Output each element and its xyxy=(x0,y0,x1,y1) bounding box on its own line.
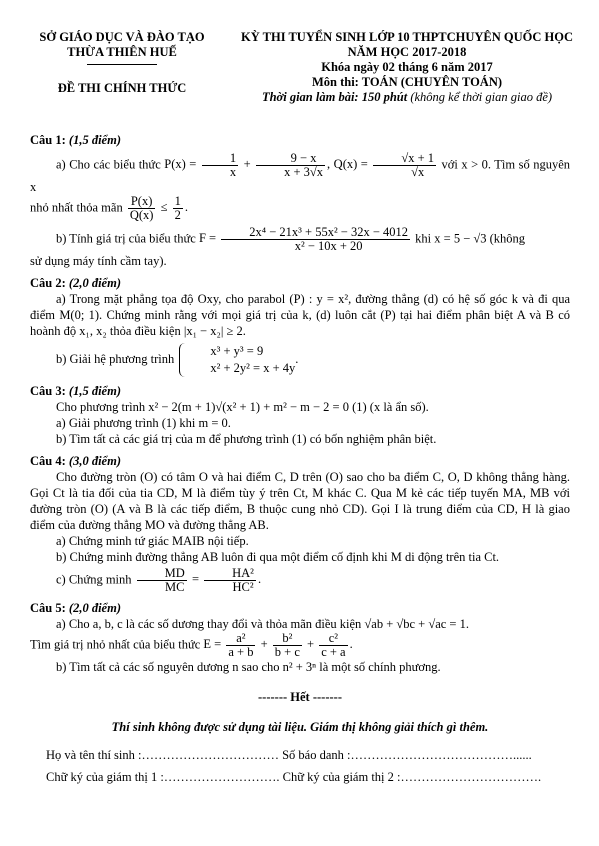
question-4-title: Câu 4: (3,0 điểm) xyxy=(30,454,121,468)
question-3-intro: Cho phương trình x² − 2(m + 1)√(x² + 1) + m² − m − 2 = 0 (1) (x là ẩn số). xyxy=(56,400,429,414)
exam-duration: Thời gian làm bài: 150 phút (không kể thời gian giao đề) xyxy=(261,90,553,104)
question-2b: b) Giải hệ phương trình x³ + y³ = 9 x² + 2y² = x + 4y . xyxy=(56,344,299,375)
question-2a: a) Trong mặt phẳng tọa độ Oxy, cho parabol (P) : y = x², đường thẳng (d) có hệ số góc k và đi qua điểm M(0; 1). Chứng minh rằng với mọi giá trị của k, (d) luôn cắt (P) tại hai điểm phân biệt A và B có hoành độ x₁, x₂ thỏa điều kiện |x₁ − x₂| ≥ 2. xyxy=(30,292,570,338)
question-3a: a) Giải phương trình (1) khi m = 0. xyxy=(56,416,231,430)
department-name: SỞ GIÁO DỤC VÀ ĐÀO TẠO xyxy=(39,30,205,44)
question-5b: b) Tìm tất cả các số nguyên dương n sao cho n² + 3ⁿ là một số chính phương. xyxy=(56,660,441,674)
question-3-title: Câu 3: (1,5 điểm) xyxy=(30,384,121,398)
candidate-info-line: Họ và tên thí sinh :…………………………… Số báo danh :…………………………………...... xyxy=(46,748,532,762)
question-1b: b) Tính giá trị của biểu thức F = $\frac{\text{2x⁴ − 21x³ + 55x² − 32x − 4012}}{\text{x² − 10x + 20}}$ khi x = 5 − √3 (không xyxy=(56,225,526,253)
question-5-title: Câu 5: (2,0 điểm) xyxy=(30,601,121,615)
exam-date: Khóa ngày 02 tháng 6 năm 2017 xyxy=(321,60,493,74)
exam-subject: Môn thi: TOÁN (CHUYÊN TOÁN) xyxy=(311,75,503,89)
header-right xyxy=(232,30,582,105)
question-1b-cont: sử dụng máy tính cầm tay). xyxy=(30,254,167,268)
question-2-title: Câu 2: (2,0 điểm) xyxy=(30,276,121,290)
header-divider xyxy=(87,64,157,65)
official-label: ĐỀ THI CHÍNH THỨC xyxy=(57,81,187,95)
question-1a-cont: nhỏ nhất thỏa mãn $\frac{P(x)}{Q(x)}$ ≤ $\frac{1}{2}$ . xyxy=(30,194,188,222)
header-left xyxy=(22,30,222,96)
question-4b: b) Chứng minh đường thẳng AB luôn đi qua một điểm cố định khi M di động trên tia Ct. xyxy=(56,550,500,564)
exam-title: KỲ THI TUYỂN SINH LỚP 10 THPTCHUYÊN QUỐC HỌC xyxy=(240,30,573,44)
school-year: NĂM HỌC 2017-2018 xyxy=(347,45,467,59)
question-5a: a) Cho a, b, c là các số dương thay đổi và thỏa mãn điều kiện √ab + √bc + √ac = 1. xyxy=(56,617,469,631)
question-5a-cont: Tìm giá trị nhỏ nhất của biểu thức E = $\frac{\text{a²}}{a + b}$ + $\frac{\text{b²}}{b + c}$ + $\frac{\text{c²}}{c + a}$ . xyxy=(30,631,353,659)
question-1-title: Câu 1: (1,5 điểm) xyxy=(30,133,121,147)
question-4-intro: Cho đường tròn (O) có tâm O và hai điểm C, D trên (O) sao cho ba điểm C, O, D không thẳng hàng. Gọi Ct là tia đối của tia CD, M là điểm tùy ý trên Ct, M khác C. Qua M kẻ các tiếp tuyến MA, MB với đường tròn (O) (A và B là các tiếp điểm, B thuộc cung nhỏ CD). Gọi I là trung điểm của CD, H là giao điểm của đường thẳng MO và đường thẳng AB. xyxy=(30,470,570,532)
supervisor-signature-line: Chữ ký của giám thị 1 :………………………. Chữ ký của giám thị 2 :……………………………. xyxy=(46,770,542,784)
province-name: THỪA THIÊN HUẾ xyxy=(67,45,177,59)
question-3b: b) Tìm tất cả các giá trị của m để phương trình (1) có bốn nghiệm phân biệt. xyxy=(56,432,437,446)
question-4c: c) Chứng minh $\frac{MD}{MC}$ = $\frac{\text{HA²}}{\text{HC²}}$ . xyxy=(56,566,262,594)
candidate-note: Thí sinh không được sử dụng tài liệu. Giám thị không giải thích gì thêm. xyxy=(111,720,489,734)
equation-system: x³ + y³ = 9 x² + 2y² = x + 4y xyxy=(179,343,295,377)
question-4a: a) Chứng minh tứ giác MAIB nội tiếp. xyxy=(56,534,249,548)
question-1a: a) Cho các biểu thức P(x) = $\frac{1}{x}$ + $\frac{9 - x}{x + 3√x}$ , Q(x) = $\frac{√x + 1}{√x}$ với x > 0. Tìm số nguyên x xyxy=(30,151,571,194)
end-mark: ------- Hết ------- xyxy=(258,690,342,704)
exam-body xyxy=(30,126,570,785)
